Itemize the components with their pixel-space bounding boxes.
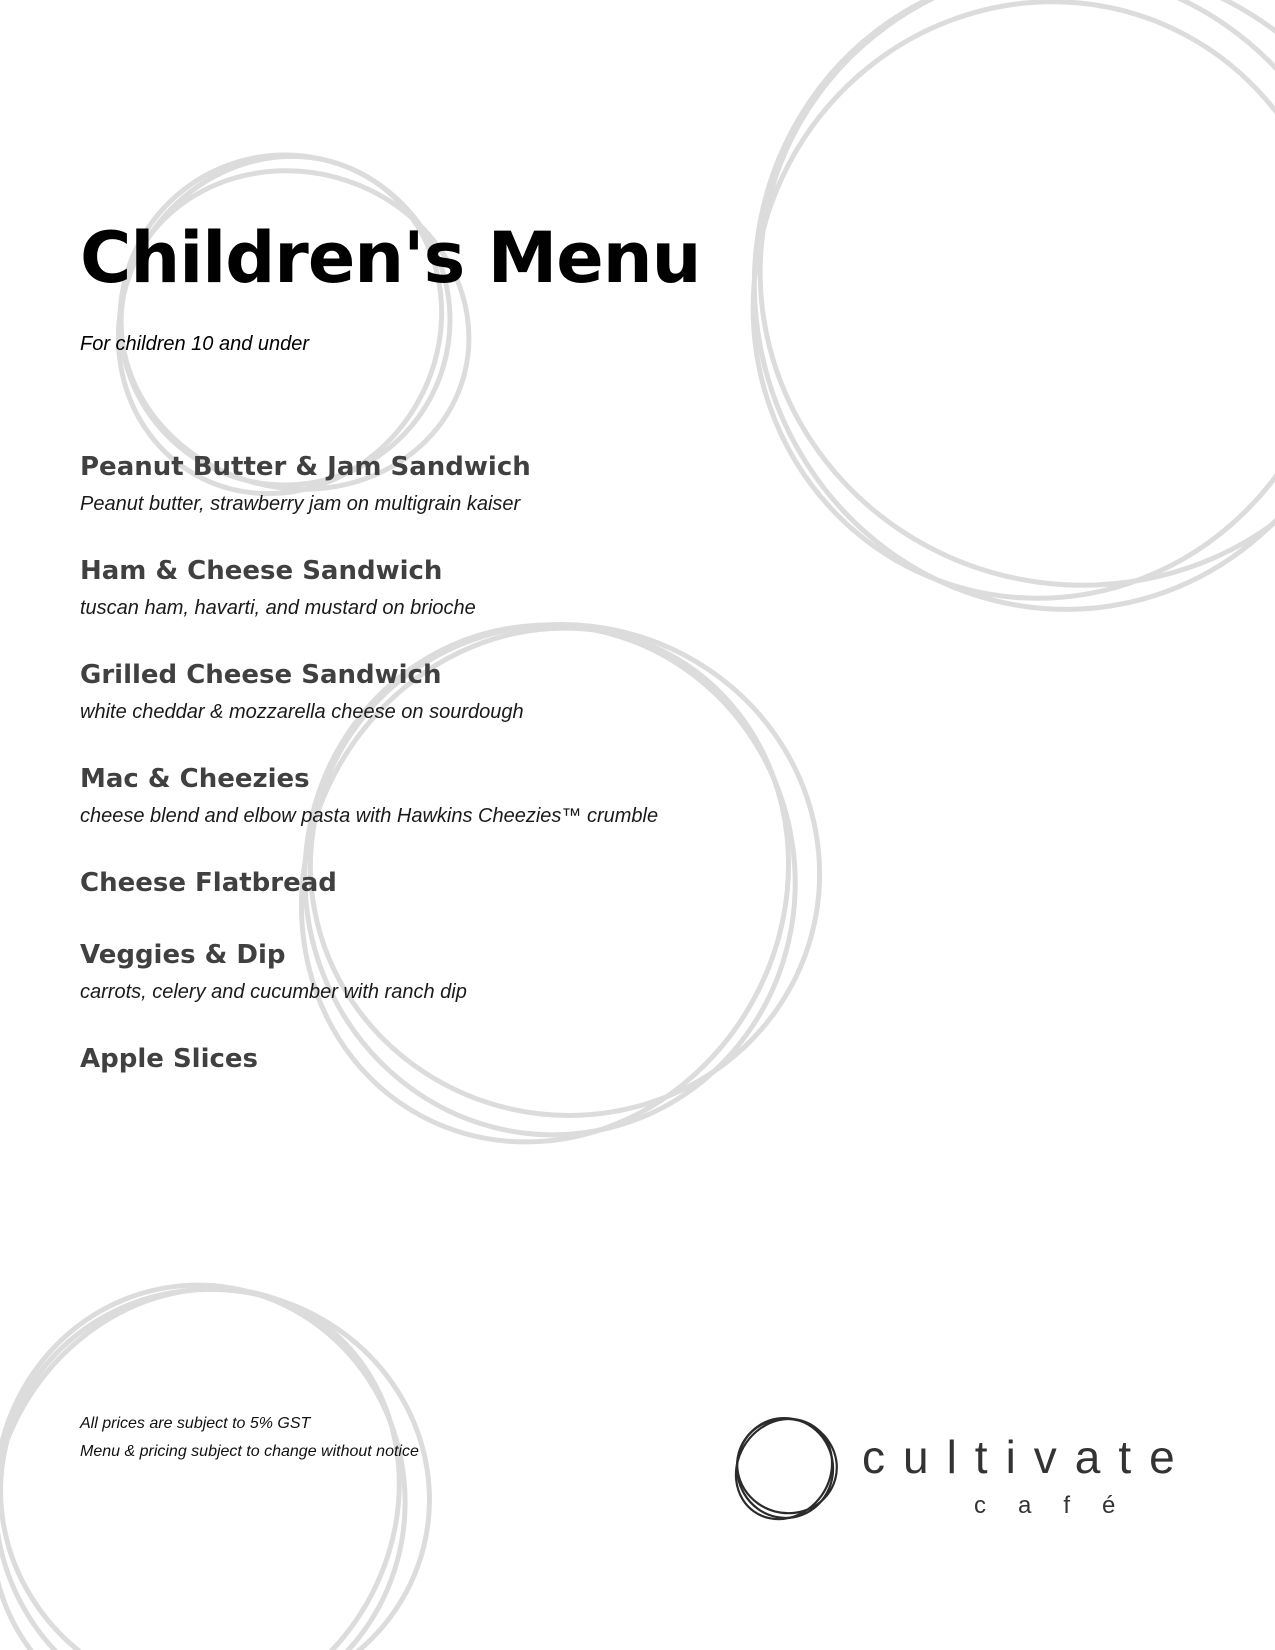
menu-item-description: cheese blend and elbow pasta with Hawkins Cheezies™ crumble: [80, 805, 659, 827]
menu-item-name: Cheese Flatbread: [80, 868, 337, 898]
footer-notes: [80, 1410, 419, 1466]
menu-list: [80, 452, 780, 1084]
menu-item-description: white cheddar & mozzarella cheese on sourdough: [80, 701, 524, 723]
page-subtitle: For children 10 and under: [80, 333, 310, 355]
menu-item: [80, 452, 780, 556]
circle-logo-icon: [730, 1410, 840, 1526]
cultivate-cafe-logo: [700, 1398, 1240, 1538]
menu-item: [80, 556, 780, 660]
menu-item: [80, 660, 780, 764]
menu-item: [80, 940, 780, 1044]
menu-item-description: carrots, celery and cucumber with ranch dip: [80, 981, 467, 1003]
menu-item: [80, 868, 780, 940]
pricing-note: Menu & pricing subject to change without notice: [80, 1443, 419, 1460]
menu-item-name: Mac & Cheezies: [80, 764, 310, 794]
menu-item-name: Veggies & Dip: [80, 940, 286, 970]
menu-item-name: Apple Slices: [80, 1044, 259, 1074]
page-title: Children's Menu: [80, 217, 701, 299]
menu-item-name: Peanut Butter & Jam Sandwich: [80, 452, 531, 482]
menu-item-description: Peanut butter, strawberry jam on multigrain kaiser: [80, 493, 521, 515]
gst-note: All prices are subject to 5% GST: [80, 1415, 311, 1432]
menu-item-description: tuscan ham, havarti, and mustard on brioche: [80, 597, 476, 619]
menu-item-name: Ham & Cheese Sandwich: [80, 556, 443, 586]
logo-subtext: café: [974, 1492, 1148, 1519]
menu-item: [80, 764, 780, 868]
menu-item: [80, 1044, 780, 1084]
logo-wordmark: cultivate: [862, 1431, 1193, 1483]
menu-item-name: Grilled Cheese Sandwich: [80, 660, 442, 690]
